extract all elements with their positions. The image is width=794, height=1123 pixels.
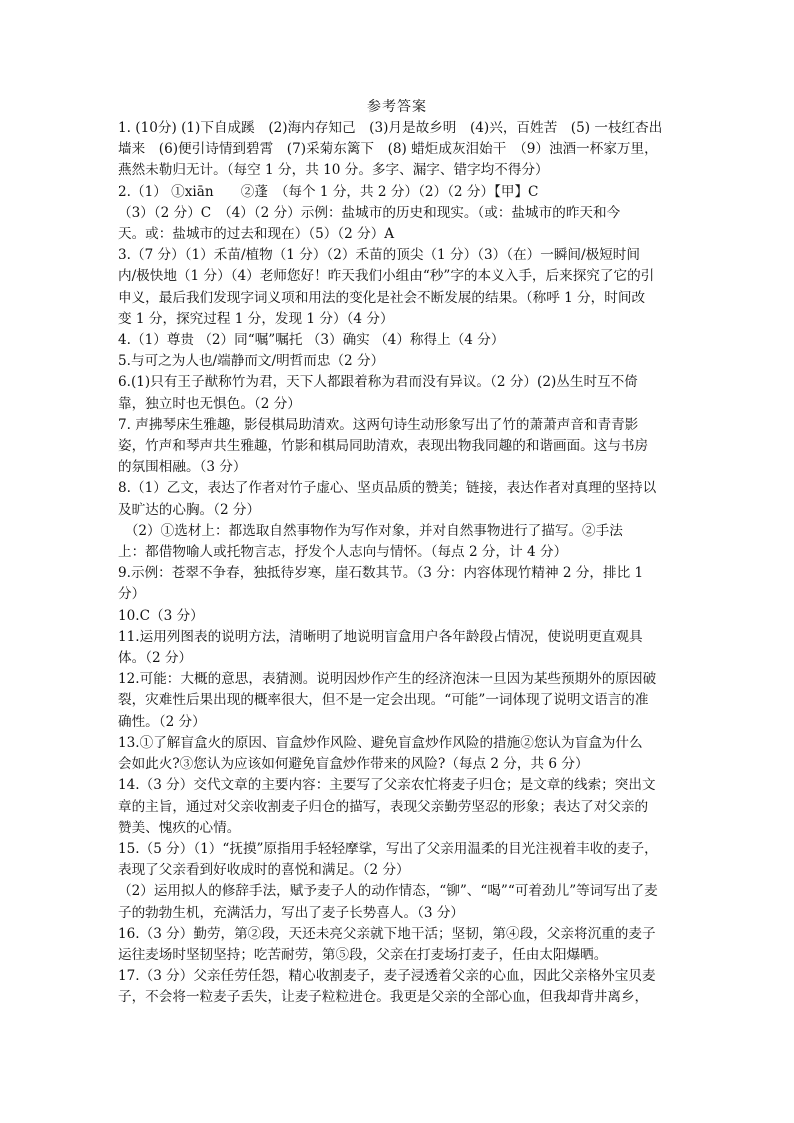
answer-line: 章的主旨，通过对父亲收割麦子归仓的描写，表现父亲勤劳坚忍的形象；表达了对父亲的 xyxy=(118,798,649,815)
answer-line: 确性。（2 分） xyxy=(118,713,206,730)
answer-line: 裂，灾难性后果出现的概率很大，但不是一定会出现。“可能”一词体现了说明文语言的准 xyxy=(118,692,649,709)
answer-line: 燕然未勒归无计。（每空 1 分，共 10 分。多字、漏字、错字均不得分） xyxy=(118,162,549,179)
answer-line: 14.（3 分）交代文章的主要内容：主要写了父亲农忙将麦子归仓；是文章的线索；突出文 xyxy=(118,777,656,794)
answer-line: 赞美、愧疚的心情。 xyxy=(118,819,241,836)
answer-line: 4.（1）尊贵 （2）同“嘱”嘱托 （3）确实 （4）称得上（4 分） xyxy=(118,332,505,349)
answer-line: 变 1 分，探究过程 1 分，发现 1 分）（4 分） xyxy=(118,310,394,327)
answer-line: 15.（5 分）（1）“抚摸”原指用手轻轻摩挲，写出了父亲用温柔的目光注视着丰收的麦子， xyxy=(118,840,658,857)
page-title: 参考答案 xyxy=(367,99,427,115)
answer-line: 9.示例：苍翠不争春，独抵待岁寒，崖石数其节。（3 分：内容体现竹精神 2 分，排比 1 xyxy=(118,565,644,582)
answer-line: （3）（2 分）C （4）（2 分）示例：盐城市的历史和现实。（或：盐城市的昨天和今 xyxy=(118,204,621,221)
answer-line: 的氛围相融。（3 分） xyxy=(118,459,247,476)
answer-content xyxy=(118,118,674,1009)
answer-line: 13.①了解盲盒火的原因、盲盒炒作风险、避免盲盒炒作风险的措施②您认为盲盒为什么 xyxy=(118,734,643,751)
answer-line: 2.（1） ①xiān ②蓬 （每个 1 分，共 2 分）（2）（2 分）【甲】C xyxy=(118,183,539,200)
answer-line: 及旷达的心胸。（2 分） xyxy=(118,501,261,518)
answer-line: 申义，最后我们发现字词义项和用法的变化是社会不断发展的结果。（称呼 1 分，时间改 xyxy=(118,289,646,306)
answer-line: 上：都借物喻人或托物言志，抒发个人志向与情怀。（每点 2 分，计 4 分） xyxy=(118,544,568,561)
answer-line: （2）运用拟人的修辞手法，赋予麦子人的动作情态，“铆”、“喝”“可着劲儿”等词写出了麦 xyxy=(118,883,658,900)
answer-line: 8.（1）乙文，表达了作者对竹子虚心、坚贞品质的赞美；链接，表达作者对真理的坚持以 xyxy=(118,480,657,497)
answer-line: 姿，竹声和琴声共生雅趣，竹影和棋局同助清欢，表现出物我同趣的和谐画面。这与书房 xyxy=(118,438,649,455)
answer-line: 表现了父亲看到好收成时的喜悦和满足。（2 分） xyxy=(118,862,410,879)
answer-line: 分） xyxy=(118,586,146,603)
answer-line: 墙来 (6)便引诗情到碧霄 (7)采菊东篱下 (8) 蜡炬成灰泪始干 （9）浊酒一杯家万里， xyxy=(118,141,658,158)
answer-line: 5.与可之为人也/端静而文/明哲而忠（2 分） xyxy=(118,353,385,370)
answer-line: 体。（2 分） xyxy=(118,650,193,667)
answer-line: 会如此火?③您认为应该如何避免盲盒炒作带来的风险?（每点 2 分，共 6 分） xyxy=(118,756,589,773)
answer-line: 内/极快地（1 分）（4）老师您好！昨天我们小组由“秒”字的本义入手，后来探究了它的引 xyxy=(118,268,655,285)
answer-line: 1. (10分) (1)下自成蹊 (2)海内存知己 (3)月是故乡明 (4)兴，百姓苦 (5) 一枝红杏出 xyxy=(118,120,663,136)
answer-line: 子，不会将一粒麦子丢失，让麦子粒粒进仓。我更是父亲的全部心血，但我却背井离乡， xyxy=(118,989,649,1006)
answer-line: 6.(1)只有王子猷称竹为君，天下人都跟着称为君而没有异议。（2 分）(2)丛生时互不倚 xyxy=(118,374,638,391)
answer-line: 10.C（3 分） xyxy=(118,607,204,624)
answer-line: 7. 声拂琴床生雅趣，影侵棋局助清欢。这两句诗生动形象写出了竹的萧萧声音和青青影 xyxy=(118,416,639,433)
answer-line: 12.可能：大概的意思，表猜测。说明因炒作产生的经济泡沫一旦因为某些预期外的原因破 xyxy=(118,671,657,688)
answer-line: 靠，独立时也无惧色。（2 分） xyxy=(118,395,301,412)
answer-line: 运往麦场时坚韧坚持；吃苦耐劳，第⑤段，父亲在打麦场打麦子，任由太阳爆晒。 xyxy=(118,946,608,963)
answer-line: 16.（3 分）勤劳，第②段，天还未亮父亲就下地干活；坚韧，第④段，父亲将沉重的麦子 xyxy=(118,925,656,942)
answer-line: 天。或：盐城市的过去和现在）（5）（2 分）A xyxy=(118,226,395,243)
answer-line: 子的勃勃生机，充满活力，写出了麦子长势喜人。（3 分） xyxy=(118,904,465,921)
answer-line: 11.运用列图表的说明方法，清晰明了地说明盲盒用户各年龄段占情况，使说明更直观具 xyxy=(118,628,643,645)
answer-line: 17.（3 分）父亲任劳任怨，精心收割麦子，麦子浸透着父亲的心血，因此父亲格外宝贝麦 xyxy=(118,968,656,985)
answer-line: 3.（7 分）（1）禾苗/植物（1 分）（2）禾苗的顶尖（1 分）（3）（在）一瞬间/极短时间 xyxy=(118,247,640,264)
answer-line: （2）①选材上：都选取自然事物作为写作对象，并对自然事物进行了描写。②手法 xyxy=(118,522,623,539)
